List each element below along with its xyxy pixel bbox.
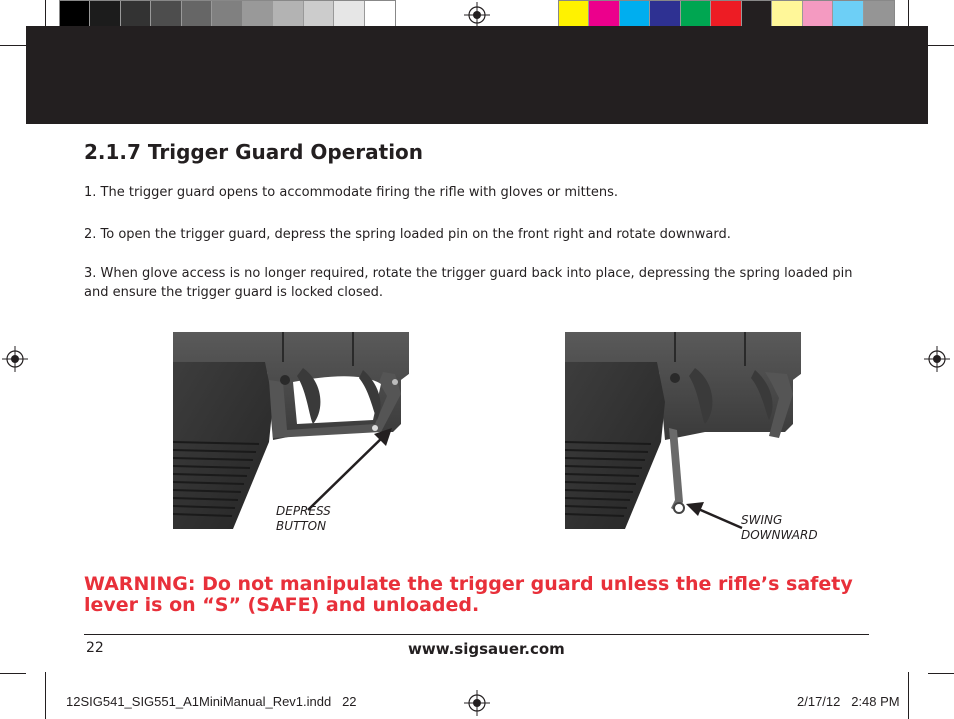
swing-downward-label: SWING DOWNWARD: [741, 513, 818, 542]
footer-rule: [84, 634, 869, 635]
crop-mark-bottom-right-vertical: [908, 672, 909, 719]
website-link[interactable]: www.sigsauer.com: [408, 640, 565, 658]
registration-mark-left: [2, 346, 28, 372]
step-3: 3. When glove access is no longer required, rotate the trigger guard back into place, depressing the spring loaded pin and ensure the trigger guard is locked closed.: [84, 266, 853, 300]
slug-filename: 12SIG541_SIG551_A1MiniManual_Rev1.indd 22: [66, 694, 357, 709]
crop-mark-bottom-left-vertical: [45, 672, 46, 719]
crop-mark-top-right-horizontal: [928, 45, 954, 46]
safety-warning: WARNING: Do not manipulate the trigger guard unless the rifle’s safety lever is on “S” (SAFE) and unloaded.: [84, 573, 853, 616]
crop-mark-bottom-left-horizontal: [0, 673, 26, 674]
depress-button-label: DEPRESS BUTTON: [276, 504, 331, 533]
header-band: [26, 26, 928, 124]
step-1: 1. The trigger guard opens to accommodate firing the rifle with gloves or mittens.: [84, 185, 618, 200]
slug-datetime: 2/17/12 2:48 PM: [797, 694, 900, 709]
registration-mark-right: [924, 346, 950, 372]
swing-downward-arrow: [680, 496, 750, 536]
section-title: 2.1.7 Trigger Guard Operation: [84, 140, 424, 164]
step-2: 2. To open the trigger guard, depress the spring loaded pin on the front right and rotate downward.: [84, 227, 731, 242]
registration-mark-top: [464, 2, 490, 28]
crop-mark-bottom-right-horizontal: [928, 673, 954, 674]
page-number: 22: [86, 640, 104, 656]
crop-mark-top-left-horizontal: [0, 45, 26, 46]
registration-mark-bottom: [464, 690, 490, 716]
